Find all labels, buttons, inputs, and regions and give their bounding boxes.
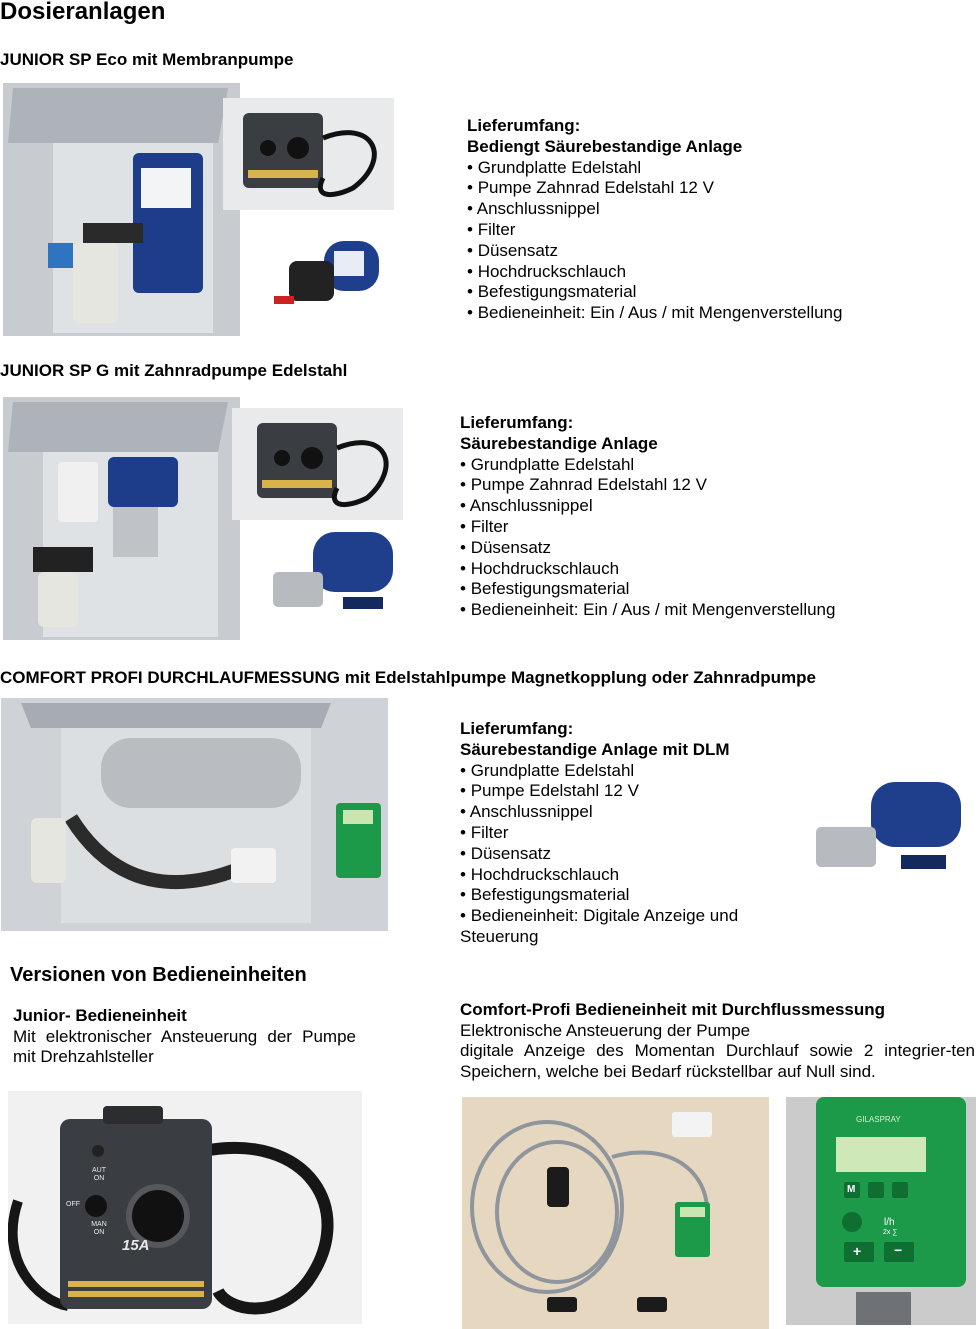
list-item: • Anschlussnippel — [467, 199, 927, 220]
list-item: • Düsensatz — [467, 241, 927, 262]
list-item: • Hochdruckschlauch — [460, 865, 800, 886]
minus-button-label: − — [894, 1242, 903, 1258]
unit-label: l/h — [884, 1217, 895, 1228]
list-item: • Filter — [460, 823, 800, 844]
list-item: • Grundplatte Edelstahl — [460, 761, 800, 782]
list-item: • Pumpe Zahnrad Edelstahl 12 V — [467, 178, 927, 199]
delivery-title: Lieferumfang: — [460, 719, 574, 738]
list-item: • Anschlussnippel — [460, 802, 800, 823]
brand-label: GILASPRAY — [856, 1115, 901, 1124]
junior-control-text: Mit elektronischer Ansteuerung der Pumpe mit Drehzahlsteller — [13, 1026, 356, 1066]
delivery-list-junior-g — [460, 413, 930, 621]
list-item: • Hochdruckschlauch — [460, 559, 930, 580]
off-label: OFF — [66, 1201, 80, 1208]
photo-junior-eco-control-box — [223, 98, 394, 210]
plus-button-label: + — [853, 1243, 862, 1259]
list-item: • Bedieneinheit: Ein / Aus / mit Mengenverstellung — [460, 600, 930, 621]
comfort-control-title: Comfort-Profi Bedieneinheit mit Durchflussmessung — [460, 1000, 886, 1019]
section-heading-junior-eco: JUNIOR SP Eco mit Membranpumpe — [0, 50, 294, 69]
photo-comfort-controller-closeup — [786, 1097, 976, 1325]
versions-heading: Versionen von Bedieneinheiten — [10, 964, 307, 986]
list-item: • Filter — [467, 220, 927, 241]
photo-junior-g-control-box — [232, 408, 403, 520]
list-item: • Bedieneinheit: Ein / Aus / mit Mengenverstellung — [467, 303, 927, 324]
delivery-subtitle: Säurebestandige Anlage — [460, 433, 658, 453]
list-item: • Pumpe Edelstahl 12 V — [460, 781, 800, 802]
list-item: • Düsensatz — [460, 844, 800, 865]
junior-control-title: Junior- Bedieneinheit — [13, 1006, 187, 1025]
list-item: • Bedieneinheit: Digitale Anzeige und Steuerung — [460, 906, 800, 948]
photo-junior-eco-unit — [3, 83, 240, 336]
delivery-subtitle: Säurebestandige Anlage mit DLM — [460, 739, 730, 759]
list-item: • Befestigungsmaterial — [460, 579, 930, 600]
list-item: • Anschlussnippel — [460, 496, 930, 517]
photo-junior-g-pump — [258, 527, 403, 625]
photo-comfort-profi-pump — [806, 777, 971, 885]
comfort-control-line2: digitale Anzeige des Momentan Durchlauf sowie 2 integrier-ten Speichern, welche bei Bedarf rückstellbar auf Null sind. — [460, 1041, 975, 1081]
amp-rating-label: 15A — [122, 1237, 150, 1254]
photo-comfort-profi-unit — [1, 698, 388, 931]
junior-control-description — [13, 1006, 356, 1068]
man-on-label: MAN ON — [91, 1221, 107, 1236]
list-item: • Grundplatte Edelstahl — [460, 455, 930, 476]
m-button-label: M — [847, 1184, 856, 1195]
list-item: • Pumpe Zahnrad Edelstahl 12 V — [460, 475, 930, 496]
list-item: • Hochdruckschlauch — [467, 262, 927, 283]
unit-sub-label: 2x ∑ — [883, 1229, 898, 1236]
section-heading-comfort-profi: COMFORT PROFI DURCHLAUFMESSUNG mit Edelstahlpumpe Magnetkopplung oder Zahnradpumpe — [0, 668, 817, 687]
photo-comfort-controller-cables — [462, 1097, 769, 1329]
delivery-title: Lieferumfang: — [460, 413, 574, 432]
list-item: • Düsensatz — [460, 538, 930, 559]
delivery-list-junior-eco — [467, 116, 927, 324]
photo-junior-control-box — [8, 1091, 362, 1324]
delivery-list-comfort-profi — [460, 719, 800, 948]
list-item: • Befestigungsmaterial — [460, 885, 800, 906]
delivery-subtitle: Bediengt Säurebestandige Anlage — [467, 136, 743, 156]
list-item: • Grundplatte Edelstahl — [467, 158, 927, 179]
aut-on-label: AUT ON — [92, 1167, 106, 1182]
section-heading-junior-g: JUNIOR SP G mit Zahnradpumpe Edelstahl — [0, 361, 348, 380]
list-item: • Befestigungsmaterial — [467, 282, 927, 303]
photo-junior-eco-pump — [264, 226, 396, 324]
comfort-control-description — [460, 1000, 975, 1082]
delivery-title: Lieferumfang: — [467, 116, 581, 135]
photo-junior-g-unit — [3, 397, 240, 640]
page-title: Dosieranlagen — [0, 0, 166, 25]
comfort-control-line1: Elektronische Ansteuerung der Pumpe — [460, 1020, 751, 1040]
list-item: • Filter — [460, 517, 930, 538]
